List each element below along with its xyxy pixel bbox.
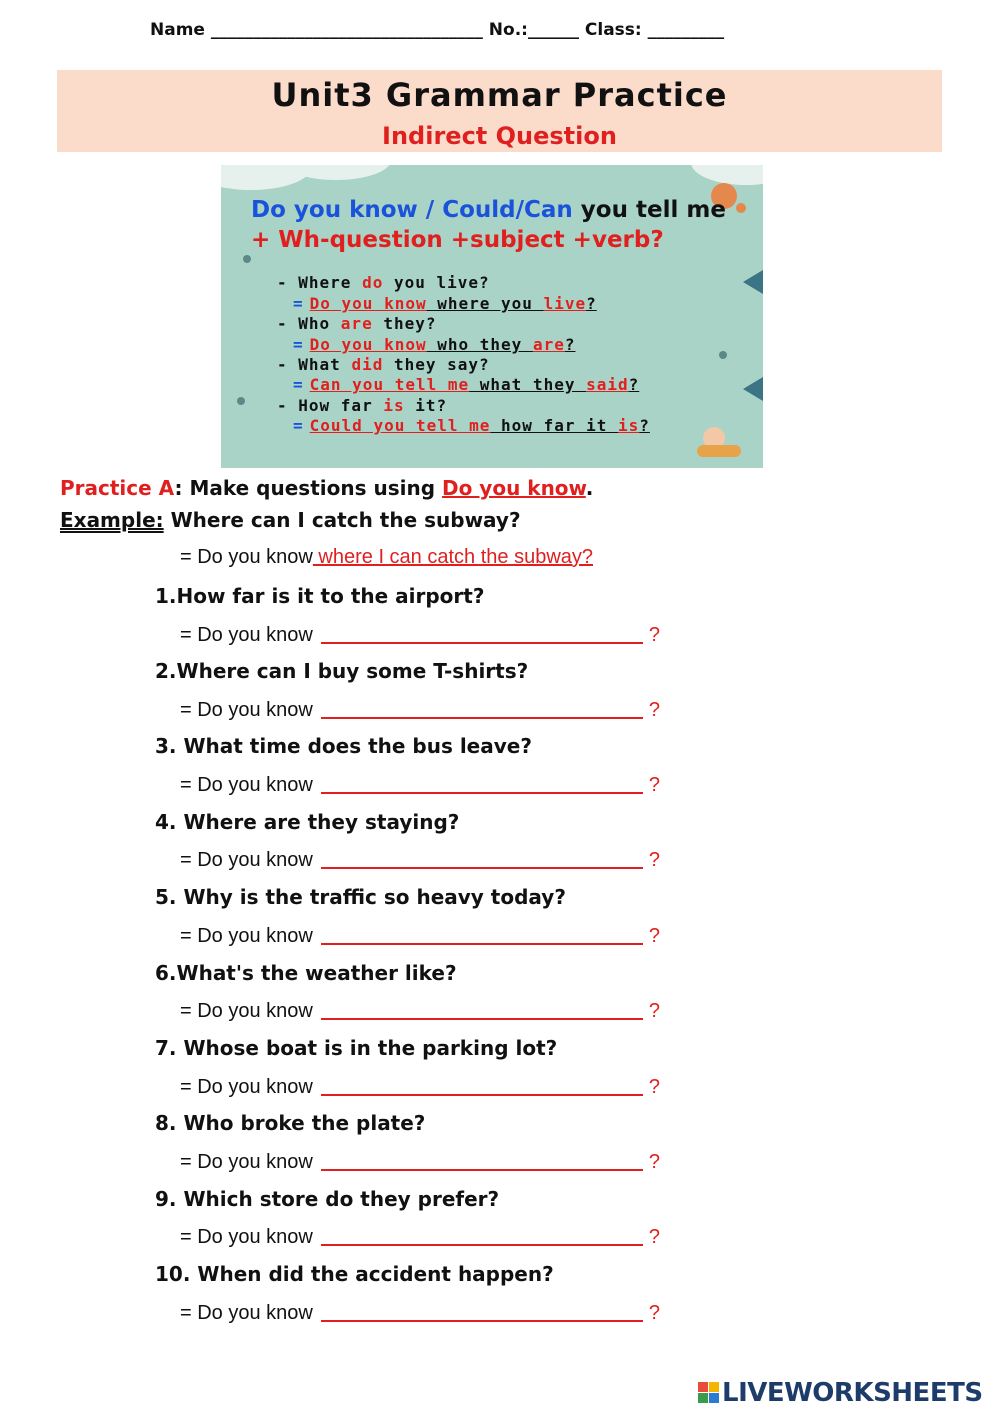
card-example-answer: = Do you know where you live? xyxy=(293,294,597,313)
card-example-question: - How far is it? xyxy=(277,396,448,415)
answer-row-7: = Do you know ? xyxy=(180,1076,660,1098)
flag-decoration xyxy=(743,377,763,401)
card-heading-line2: + Wh-question +subject +verb? xyxy=(251,227,664,253)
answer-row-10: = Do you know ? xyxy=(180,1302,660,1324)
question-5: 5. Why is the traffic so heavy today? xyxy=(155,885,566,909)
cloud-decoration xyxy=(691,165,763,185)
answer-blank-2[interactable] xyxy=(321,697,643,719)
answer-blank-3[interactable] xyxy=(321,772,643,794)
page-subtitle: Indirect Question xyxy=(382,122,617,150)
student-info-header xyxy=(150,20,724,40)
answer-blank-10[interactable] xyxy=(321,1300,643,1322)
answer-blank-8[interactable] xyxy=(321,1149,643,1171)
answer-blank-6[interactable] xyxy=(321,998,643,1020)
example-answer: = Do you know where I can catch the subway? xyxy=(180,546,594,568)
practice-instructions: Practice A: Make questions using Do you know. xyxy=(60,476,594,500)
answer-row-2: = Do you know ? xyxy=(180,699,660,721)
dot-decoration xyxy=(243,255,251,263)
question-2: 2.Where can I buy some T-shirts? xyxy=(155,659,529,683)
answer-row-5: = Do you know ? xyxy=(180,925,660,947)
liveworksheets-logo-icon xyxy=(698,1382,720,1404)
class-label: Class: xyxy=(584,20,642,40)
question-7: 7. Whose boat is in the parking lot? xyxy=(155,1036,558,1060)
card-heading-line1: Do you know / Could/Can you tell me xyxy=(251,197,726,223)
answer-row-4: = Do you know ? xyxy=(180,849,660,871)
answer-row-3: = Do you know ? xyxy=(180,774,660,796)
card-example-answer: = Could you tell me how far it is? xyxy=(293,416,650,435)
answer-blank-5[interactable] xyxy=(321,923,643,945)
card-example-question: - Who are they? xyxy=(277,314,437,333)
flag-decoration xyxy=(743,270,763,294)
question-1: 1.How far is it to the airport? xyxy=(155,584,485,608)
grammar-rule-card xyxy=(221,165,763,468)
example-question: Example: Where can I catch the subway? xyxy=(60,508,521,532)
card-example-answer: = Do you know who they are? xyxy=(293,335,576,354)
name-label: Name xyxy=(150,20,205,40)
title-banner xyxy=(57,70,942,152)
card-example-question: - What did they say? xyxy=(277,355,490,374)
question-3: 3. What time does the bus leave? xyxy=(155,734,532,758)
name-blank[interactable]: ________________________________ xyxy=(210,20,483,40)
number-blank[interactable]: ______ xyxy=(527,20,579,40)
dot-decoration xyxy=(237,397,245,405)
liveworksheets-logo: LIVEWORKSHEETS xyxy=(698,1378,983,1408)
girl-illustration-body xyxy=(697,445,741,457)
card-example-question: - Where do you live? xyxy=(277,273,490,292)
orange-dot-decoration xyxy=(736,203,746,213)
class-blank[interactable]: _________ xyxy=(647,20,725,40)
card-example-answer: = Can you tell me what they said? xyxy=(293,375,640,394)
question-6: 6.What's the weather like? xyxy=(155,961,457,985)
answer-blank-9[interactable] xyxy=(321,1224,643,1246)
question-8: 8. Who broke the plate? xyxy=(155,1111,426,1135)
answer-blank-4[interactable] xyxy=(321,847,643,869)
question-4: 4. Where are they staying? xyxy=(155,810,460,834)
question-9: 9. Which store do they prefer? xyxy=(155,1187,500,1211)
answer-row-8: = Do you know ? xyxy=(180,1151,660,1173)
question-10: 10. When did the accident happen? xyxy=(155,1262,554,1286)
answer-row-1: = Do you know ? xyxy=(180,624,660,646)
answer-row-6: = Do you know ? xyxy=(180,1000,660,1022)
answer-blank-1[interactable] xyxy=(321,622,643,644)
page-title: Unit3 Grammar Practice xyxy=(271,76,728,114)
answer-blank-7[interactable] xyxy=(321,1074,643,1096)
answer-row-9: = Do you know ? xyxy=(180,1226,660,1248)
dot-decoration xyxy=(719,351,727,359)
number-label: No.: xyxy=(488,20,528,40)
